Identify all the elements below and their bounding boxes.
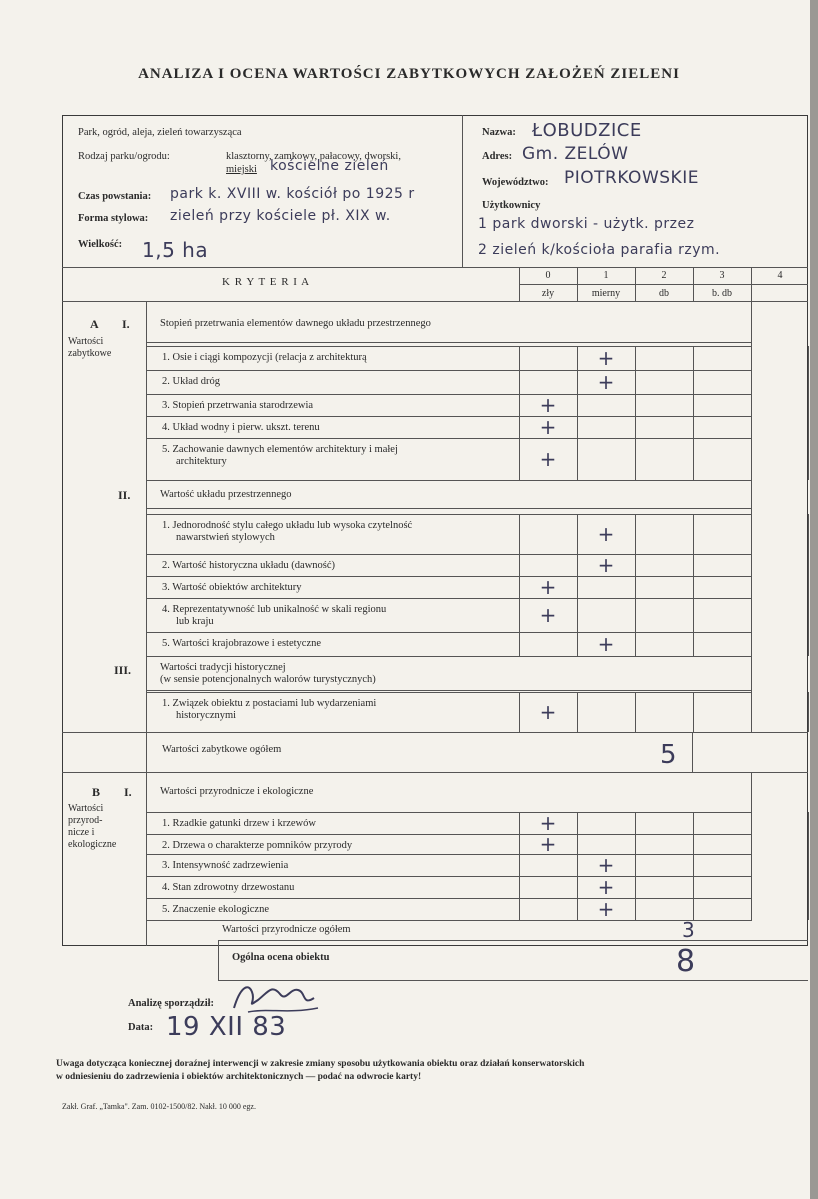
cell-border [635, 416, 636, 438]
cell-border [808, 598, 809, 632]
criteria-label: 4. Reprezentatywność lub unikalność w skali regionu [162, 604, 387, 615]
cell-border [519, 514, 520, 554]
col-2-label: db [659, 288, 669, 299]
mark-plus-icon: + [539, 575, 557, 599]
cell-border [808, 370, 809, 394]
section-a-roman: I. [122, 317, 130, 331]
mark-plus-icon: + [539, 811, 557, 835]
cell-border [635, 438, 636, 480]
rodzaj-options: klasztorny, zamkowy, pałacowy, dworski, [226, 151, 401, 162]
criteria-label: 4. Stan zdrowotny drzewostanu [162, 882, 295, 893]
cell-border [635, 598, 636, 632]
criteria-label: 5. Znaczenie ekologiczne [162, 904, 269, 915]
mark-plus-icon: + [597, 370, 615, 394]
uwaga-line-1: Uwaga dotycząca koniecznej doraźnej interwencji w zakresie zmiany sposobu użytkowania obiektu oraz działań konserwatorskich [56, 1059, 585, 1069]
section-a-letter: A [90, 317, 99, 331]
rodzaj-handwritten: kościelne zieleń [270, 158, 389, 174]
row-line [146, 438, 752, 439]
row-line [146, 876, 752, 877]
cell-border [808, 416, 809, 438]
zabytkowe-total-label: Wartości zabytkowe ogółem [162, 744, 282, 755]
analiza-label: Analizę sporządził: [128, 998, 215, 1009]
row-line [146, 854, 752, 855]
cell-border [519, 854, 520, 876]
cell-border [519, 346, 520, 370]
mark-plus-icon: + [539, 415, 557, 439]
criteria-label: 1. Jednorodność stylu całego układu lub wysoka czytelność [162, 520, 413, 531]
form-title: ANALIZA I OCENA WARTOŚCI ZABYTKOWYCH ZAŁOŻEŃ ZIELENI [138, 66, 680, 82]
cell-border [693, 438, 694, 480]
section-a-heading3b: (w sensie potencjonalnych walorów turystycznych) [160, 674, 376, 685]
cell-border [808, 876, 809, 898]
cell-border [808, 854, 809, 876]
overall-handwritten: 8 [676, 944, 696, 979]
row-line [146, 370, 752, 371]
row-line [146, 394, 752, 395]
row-line [146, 632, 752, 633]
criteria-label-cont: architektury [176, 456, 227, 467]
cell-border [808, 812, 809, 834]
cell-border [808, 834, 809, 854]
section-b-name-3: nicze i [68, 827, 95, 838]
cell-border [519, 554, 520, 576]
czas-label: Czas powstania: [78, 191, 152, 202]
uzytkownicy-handwritten-1: 1 park dworski - użytk. przez [478, 216, 695, 232]
section-a-roman2: II. [118, 488, 131, 502]
cell-border [693, 370, 694, 394]
data-handwritten: 19 XII 83 [166, 1012, 287, 1042]
criteria-label: 3. Intensywność zadrzewienia [162, 860, 289, 871]
rodzaj-miejski: miejski [226, 164, 257, 175]
nazwa-handwritten: ŁOBUDZICE [532, 120, 642, 141]
mark-plus-icon: + [539, 832, 557, 856]
criteria-label: 1. Związek obiektu z postaciami lub wydarzeniami [162, 698, 377, 709]
adres-handwritten: Gm. ZELÓW [522, 144, 629, 164]
criteria-label-cont: historycznymi [176, 710, 237, 721]
row-line [146, 554, 752, 555]
cell-border [808, 554, 809, 576]
mark-plus-icon: + [597, 897, 615, 921]
section-b-roman: I. [124, 785, 132, 799]
criteria-label: 4. Układ wodny i pierw. ukszt. terenu [162, 422, 320, 433]
col-border [751, 772, 752, 920]
mark-plus-icon: + [539, 603, 557, 627]
group-line [146, 690, 752, 691]
mark-plus-icon: + [539, 447, 557, 471]
col-3-label: b. db [712, 288, 732, 299]
criteria-label: 1. Osie i ciągi kompozycji (relacja z architekturą [162, 352, 367, 363]
section-b-heading: Wartości przyrodnicze i ekologiczne [160, 786, 314, 797]
section-a-heading2: Wartość układu przestrzennego [160, 489, 292, 500]
cell-border [808, 576, 809, 598]
col-1-label: mierny [591, 288, 621, 299]
scan-edge [810, 0, 818, 1199]
col-3-num: 3 [719, 270, 725, 281]
cell-border [693, 514, 694, 554]
group-line [146, 732, 752, 733]
cell-border [693, 394, 694, 416]
cell-border [693, 812, 694, 834]
cell-border [693, 898, 694, 920]
col-1-num: 1 [603, 270, 609, 281]
group-line [146, 508, 752, 509]
row-line [146, 514, 752, 515]
cell-border [808, 632, 809, 656]
cell-border [519, 876, 520, 898]
row-line [146, 346, 752, 347]
uzytkownicy-handwritten-2: 2 zieleń k/kościoła parafia rzym. [478, 242, 721, 258]
cell-border [693, 416, 694, 438]
cell-border [693, 576, 694, 598]
cell-border [808, 692, 809, 732]
col-2-num: 2 [661, 270, 667, 281]
overall-label: Ogólna ocena obiektu [232, 952, 330, 963]
cell-border [693, 876, 694, 898]
cell-border [519, 898, 520, 920]
row-line [146, 598, 752, 599]
cell-border [693, 692, 694, 732]
czas-handwritten: park k. XVIII w. kościół po 1925 r [170, 186, 415, 202]
forma-label: Forma stylowa: [78, 213, 149, 224]
cell-border [635, 812, 636, 834]
przyrodnicze-total-handwritten: 3 [682, 918, 696, 942]
cell-border [693, 632, 694, 656]
wielkosc-handwritten: 1,5 ha [142, 238, 209, 262]
criteria-label-cont: lub kraju [176, 616, 214, 627]
criteria-label: 5. Wartości krajobrazowe i estetyczne [162, 638, 322, 649]
cell-border [519, 632, 520, 656]
section-b-name-1: Wartości [68, 803, 104, 814]
section-a-heading1: Stopień przetrwania elementów dawnego układu przestrzennego [160, 318, 431, 329]
mark-plus-icon: + [597, 875, 615, 899]
cell-border [635, 394, 636, 416]
section-a-roman3: III. [114, 663, 132, 677]
cell-border [635, 834, 636, 854]
mark-plus-icon: + [539, 700, 557, 724]
row-line [146, 692, 752, 693]
section-b-letter: B [92, 785, 101, 799]
adres-label: Adres: [482, 151, 513, 162]
mark-plus-icon: + [597, 632, 615, 656]
row-line [146, 834, 752, 835]
cell-border [635, 692, 636, 732]
wojewodztwo-handwritten: PIOTRKOWSKIE [564, 168, 699, 188]
col-0-num: 0 [545, 270, 551, 281]
group-line [146, 656, 752, 657]
row-line [146, 898, 752, 899]
row-line [146, 416, 752, 417]
cell-border [519, 370, 520, 394]
uwaga-line-2: w odniesieniu do zadrzewienia i obiektów architektonicznych — podać na odwrocie karty! [56, 1072, 422, 1082]
cell-border [808, 438, 809, 480]
mark-plus-icon: + [597, 346, 615, 370]
wielkosc-label: Wielkość: [78, 239, 123, 250]
criteria-label-cont: nawarstwień stylowych [176, 532, 275, 543]
criteria-label: 3. Wartość obiektów architektury [162, 582, 302, 593]
col-0-label: zły [541, 288, 555, 299]
mark-plus-icon: + [597, 853, 615, 877]
criteria-label: 2. Drzewa o charakterze pomników przyrody [162, 840, 353, 851]
kryteria-label: K R Y T E R I A [222, 276, 311, 288]
zabytkowe-total-handwritten: 5 [660, 740, 678, 770]
cell-border [693, 834, 694, 854]
criteria-label: 2. Układ dróg [162, 376, 221, 387]
criteria-label: 3. Stopień przetrwania starodrzewia [162, 400, 314, 411]
cell-border [635, 576, 636, 598]
cell-border [808, 898, 809, 920]
mark-plus-icon: + [539, 393, 557, 417]
print-info: Zakł. Graf. „Tamka". Zam. 0102-1500/82. Nakł. 10 000 egz. [62, 1102, 256, 1111]
forma-handwritten: zieleń przy kościele pł. XIX w. [170, 208, 391, 224]
section-a-name: Wartości zabytkowe [68, 336, 112, 359]
section-a-heading3: Wartości tradycji historycznej [160, 662, 286, 673]
cell-border [808, 346, 809, 370]
col-4-num: 4 [777, 270, 783, 281]
row-line [146, 812, 752, 813]
nazwa-label: Nazwa: [482, 127, 516, 138]
cell-border [808, 394, 809, 416]
cell-border [693, 854, 694, 876]
criteria-label: 1. Rzadkie gatunki drzew i krzewów [162, 818, 316, 829]
park-label: Park, ogród, aleja, zieleń towarzysząca [78, 127, 242, 138]
group-line [146, 480, 752, 481]
cell-border [693, 346, 694, 370]
uzytkownicy-label: Użytkownicy [482, 200, 541, 211]
data-label: Data: [128, 1022, 154, 1033]
row-line [146, 576, 752, 577]
criteria-label: 5. Zachowanie dawnych elementów architektury i małej [162, 444, 398, 455]
przyrodnicze-total-label: Wartości przyrodnicze ogółem [222, 924, 351, 935]
section-b-name-2: przyrod- [68, 815, 103, 826]
cell-border [808, 514, 809, 554]
section-b-name-4: ekologiczne [68, 839, 117, 850]
mark-plus-icon: + [597, 553, 615, 577]
rodzaj-label: Rodzaj parku/ogrodu: [78, 151, 170, 162]
wojewodztwo-label: Województwo: [482, 177, 549, 188]
cell-border [693, 554, 694, 576]
criteria-label: 2. Wartość historyczna układu (dawność) [162, 560, 336, 571]
cell-border [693, 598, 694, 632]
mark-plus-icon: + [597, 522, 615, 546]
col-border [751, 301, 752, 732]
